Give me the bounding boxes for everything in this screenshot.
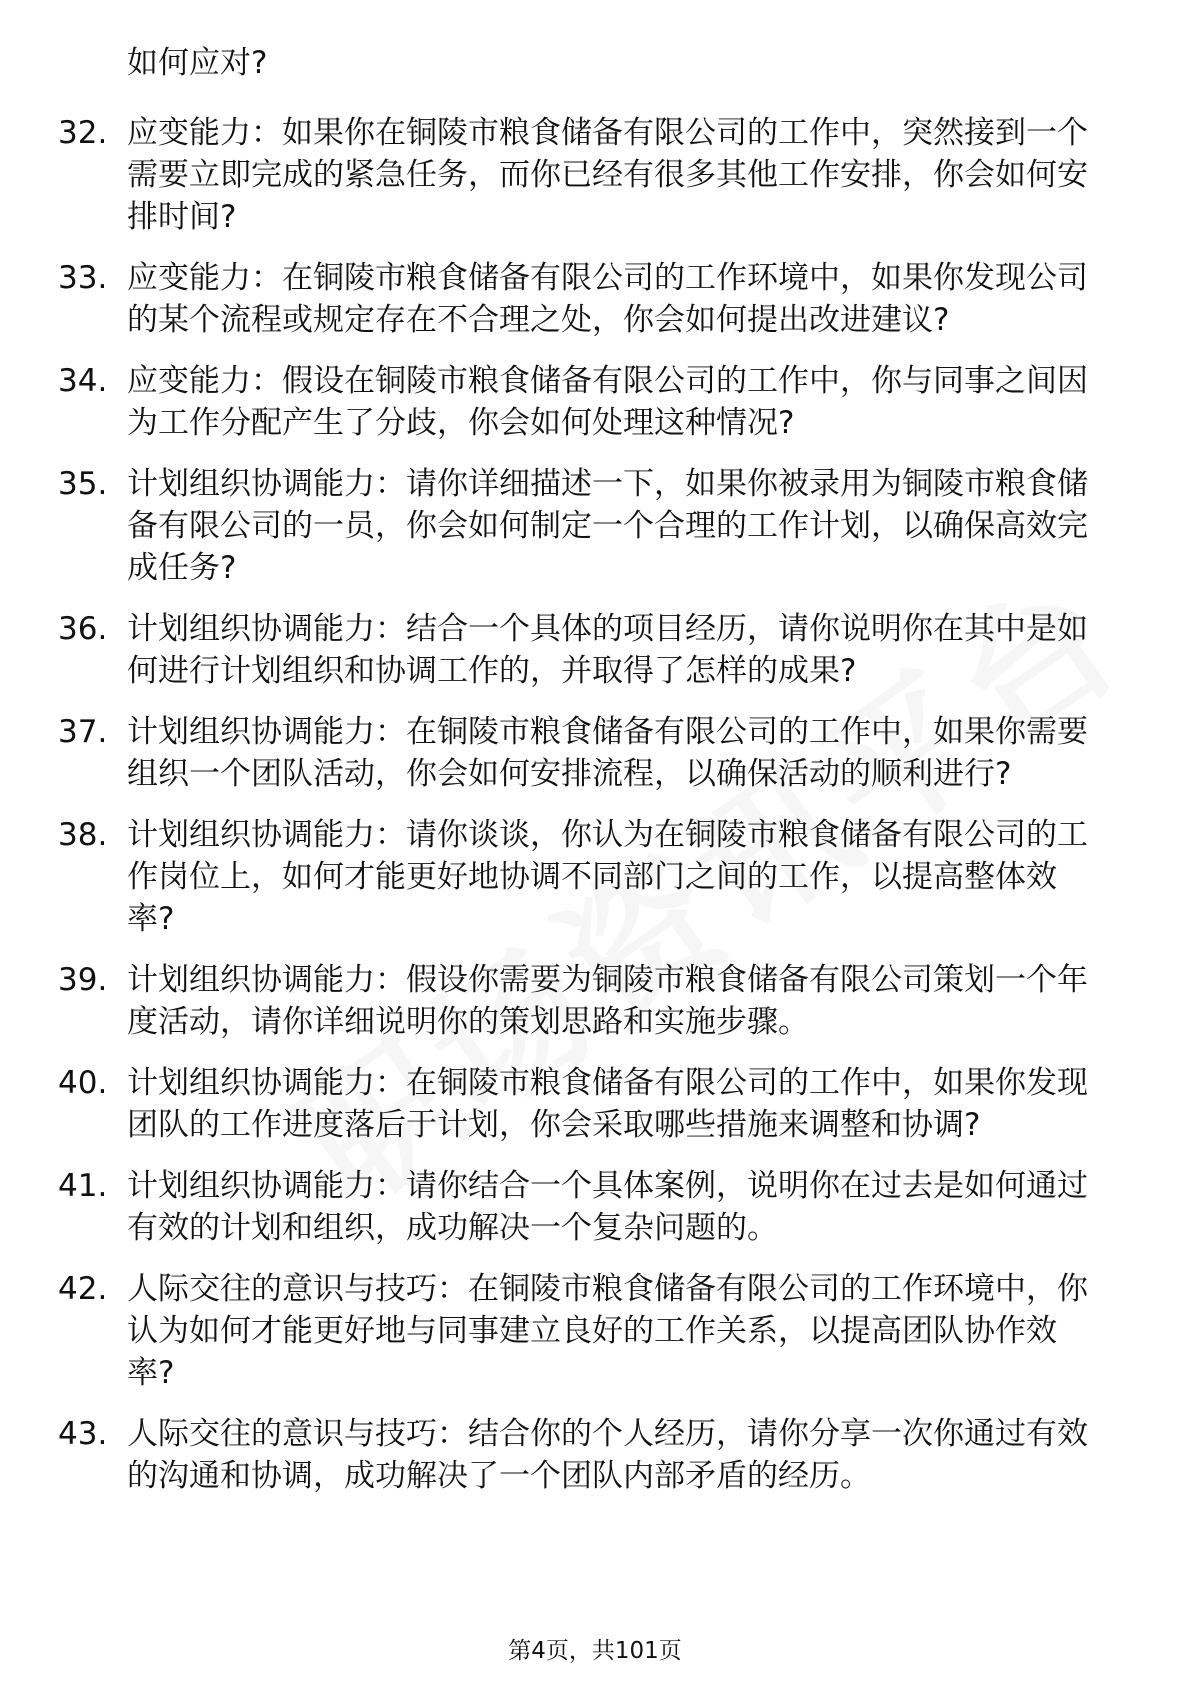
question-text: 计划组织协调能力：假设你需要为铜陵市粮食储备有限公司策划一个年度活动，请你详细说明你的策划思路和实施步骤。	[127, 962, 1088, 1040]
question-number: 40.	[58, 1065, 108, 1101]
question-number: 39.	[58, 962, 108, 998]
question-item	[58, 1165, 1098, 1249]
question-item	[58, 608, 1098, 692]
question-text: 计划组织协调能力：请你谈谈，你认为在铜陵市粮食储备有限公司的工作岗位上，如何才能更好地协调不同部门之间的工作，以提高整体效率?	[127, 817, 1088, 937]
question-item	[58, 1413, 1098, 1497]
question-text: 应变能力：在铜陵市粮食储备有限公司的工作环境中，如果你发现公司的某个流程或规定存在不合理之处，你会如何提出改进建议?	[127, 260, 1088, 338]
question-number: 33.	[58, 260, 108, 296]
question-text: 应变能力：如果你在铜陵市粮食储备有限公司的工作中，突然接到一个需要立即完成的紧急任务，而你已经有很多其他工作安排，你会如何安排时间?	[127, 115, 1088, 235]
question-text: 应变能力：假设在铜陵市粮食储备有限公司的工作中，你与同事之间因为工作分配产生了分歧，你会如何处理这种情况?	[127, 363, 1088, 441]
question-text: 人际交往的意识与技巧：在铜陵市粮食储备有限公司的工作环境中，你认为如何才能更好地与同事建立良好的工作关系，以提高团队协作效率?	[127, 1271, 1088, 1391]
question-number: 42.	[58, 1271, 108, 1307]
question-item	[58, 814, 1098, 940]
question-number: 43.	[58, 1416, 108, 1452]
continued-question-text: 如何应对?	[127, 45, 268, 81]
question-item	[58, 959, 1098, 1043]
question-text: 计划组织协调能力：在铜陵市粮食储备有限公司的工作中，如果你需要组织一个团队活动，你会如何安排流程，以确保活动的顺利进行?	[127, 714, 1088, 792]
question-text: 计划组织协调能力：在铜陵市粮食储备有限公司的工作中，如果你发现团队的工作进度落后于计划，你会采取哪些措施来调整和协调?	[127, 1065, 1088, 1143]
question-item	[58, 112, 1098, 238]
question-item	[58, 1062, 1098, 1146]
question-number: 38.	[58, 817, 108, 853]
question-list	[58, 112, 1098, 1516]
question-text: 人际交往的意识与技巧：结合你的个人经历，请你分享一次你通过有效的沟通和协调，成功解决了一个团队内部矛盾的经历。	[127, 1416, 1088, 1494]
question-number: 41.	[58, 1168, 108, 1204]
question-text: 计划组织协调能力：请你结合一个具体案例，说明你在过去是如何通过有效的计划和组织，成功解决一个复杂问题的。	[127, 1168, 1088, 1246]
question-number: 34.	[58, 363, 108, 399]
question-number: 32.	[58, 115, 108, 151]
page-footer: 第4页，共101页	[508, 1638, 682, 1664]
question-item	[58, 257, 1098, 341]
question-text: 计划组织协调能力：请你详细描述一下，如果你被录用为铜陵市粮食储备有限公司的一员，你会如何制定一个合理的工作计划，以确保高效完成任务?	[127, 466, 1088, 586]
question-number: 36.	[58, 611, 108, 647]
question-item	[58, 463, 1098, 589]
question-item	[58, 360, 1098, 444]
question-item	[58, 711, 1098, 795]
question-text: 计划组织协调能力：结合一个具体的项目经历，请你说明你在其中是如何进行计划组织和协调工作的，并取得了怎样的成果?	[127, 611, 1088, 689]
question-item	[58, 1268, 1098, 1394]
question-number: 35.	[58, 466, 108, 502]
question-number: 37.	[58, 714, 108, 750]
